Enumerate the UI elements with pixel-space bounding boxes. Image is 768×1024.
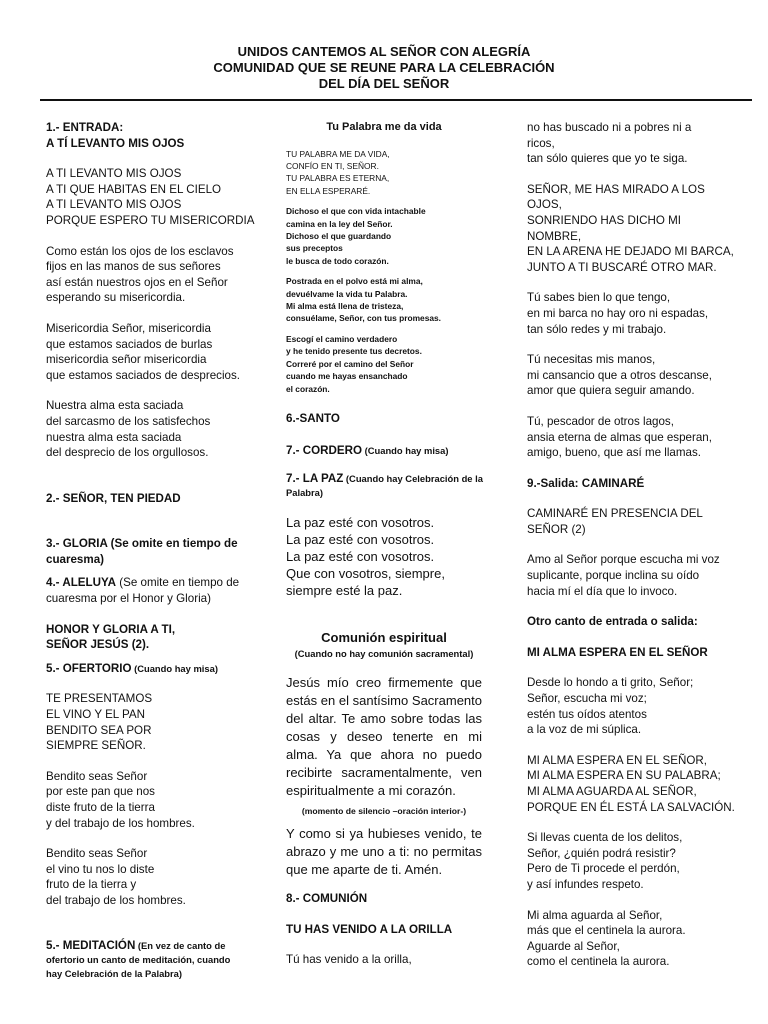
orilla-verse-4: Tú, pescador de otros lagos, ansia eterna de almas que esperan, amigo, bueno, que así me llamas.	[527, 414, 712, 460]
orilla-verse-2: Tú sabes bien lo que tengo, en mi barca no hay oro ni espadas, tan sólo redes y mi trabajo.	[527, 291, 709, 336]
alma-espera-title: MI ALMA ESPERA EN EL SEÑOR	[527, 645, 708, 659]
ofertorio-verse-2: Bendito seas Señor el vino tu nos lo diste fruto de la tierra y del trabajo de los hombres.	[46, 847, 186, 907]
ofertorio-heading: 5.- OFERTORIO (Cuando hay misa)	[46, 661, 218, 675]
salida-heading: 9.-Salida: CAMINARÉ	[527, 476, 645, 490]
header-divider	[40, 99, 752, 101]
honor-line1: HONOR Y GLORIA A TI,	[46, 622, 176, 636]
meditacion-heading: 5.- MEDITACIÓN (En vez de canto de ofertorio un canto de meditación, cuando hay Celebración de la Palabra)	[46, 938, 231, 979]
aleluya-heading: 4.- ALELUYA (Se omite en tiempo de	[46, 576, 240, 590]
orilla-first-line: Tú has venido a la orilla,	[286, 953, 412, 967]
comunion-prayer-1: Jesús mío creo firmemente que estás en el santísimo Sacramento del altar. Te amo sobre todas las cosas y deseo tenerte en mi alma. Ya que ahora no puedo recibirte sacramentalmente, ven espiritualmente a mi corazón.	[286, 674, 482, 798]
column-3	[527, 120, 735, 970]
header-title-line3: DEL DÍA DEL SEÑOR	[318, 76, 450, 91]
comunion-heading: 8.- COMUNIÓN	[286, 892, 368, 906]
comunion-espiritual-title: Comunión espiritual	[321, 630, 447, 646]
entrada-verse-3: Nuestra alma esta saciada del sarcasmo de los satisfechos nuestra alma esta saciada del desprecio de los orgullosos.	[46, 399, 211, 460]
paz-lines: La paz esté con vosotros. La paz esté con vosotros. La paz esté con vosotros. Que con vosotros, siempre, siempre esté la paz.	[286, 515, 445, 599]
alma-verse-2: Si llevas cuenta de los delitos, Señor, ¿quién podrá resistir? Pero de Ti procede el perdón, y así infundes respeto.	[527, 831, 683, 891]
santo-heading: 6.-SANTO	[286, 411, 340, 425]
orilla-verse-continued: no has buscado ni a pobres ni a ricos, tan sólo quieres que yo te siga.	[527, 121, 692, 166]
alma-verse-3: Mi alma aguarda al Señor, más que el centinela la aurora. Aguarde al Señor, como el centinela la aurora.	[527, 908, 686, 969]
palabra-title: Tu Palabra me da vida	[326, 121, 442, 133]
alma-chorus: MI ALMA ESPERA EN EL SEÑOR, MI ALMA ESPERA EN SU PALABRA; MI ALMA AGUARDA AL SEÑOR, PORQUE EN ÉL ESTÁ LA SALVACIÓN.	[527, 753, 735, 814]
entrada-song-title: A TÍ LEVANTO MIS OJOS	[46, 136, 185, 150]
header-title-line1: UNIDOS CANTEMOS AL SEÑOR CON ALEGRÍA	[237, 44, 531, 59]
entrada-verse-1: Como están los ojos de los esclavos fijos en las manos de sus señores así están nuestros ojos en el Señor esperando su misericordia.	[46, 244, 234, 305]
honor-line2: SEÑOR JESÚS (2).	[46, 638, 150, 652]
caminare-chorus: CAMINARÉ EN PRESENCIA DEL SEÑOR (2)	[527, 507, 703, 536]
silencio-note: (momento de silencio –oración interior-)	[301, 805, 467, 816]
caminare-verse: Amo al Señor porque escucha mi voz suplicante, porque inclina su oído hacia mí el día que lo invoco.	[527, 553, 720, 598]
entrada-chorus: A TI LEVANTO MIS OJOS A TI QUE HABITAS EN EL CIELO A TI LEVANTO MIS OJOS PORQUE ESPERO TU MISERICORDIA	[46, 167, 255, 227]
ofertorio-chorus: TE PRESENTAMOS EL VINO Y EL PAN BENDITO SEA POR SIEMPRE SEÑOR.	[46, 692, 153, 753]
orilla-chorus: SEÑOR, ME HAS MIRADO A LOS OJOS, SONRIENDO HAS DICHO MI NOMBRE, EN LA ARENA HE DEJADO MI BARCA, JUNTO A TI BUSCARÉ OTRO MAR.	[527, 182, 734, 274]
gloria-heading-line1: 3.- GLORIA (Se omite en tiempo de	[46, 537, 238, 551]
entrada-heading: 1.- ENTRADA:	[46, 121, 124, 134]
orilla-title: TU HAS VENIDO A LA ORILLA	[286, 922, 453, 936]
column-1	[46, 120, 258, 981]
ofertorio-verse-1: Bendito seas Señor por este pan que nos diste fruto de la tierra y del trabajo de los hombres.	[46, 769, 195, 830]
senor-heading: 2.- SEÑOR, TEN PIEDAD	[46, 491, 181, 505]
cordero-heading: 7.- CORDERO (Cuando hay misa)	[286, 443, 449, 457]
alma-verse-1: Desde lo hondo a ti grito, Señor; Señor, escucha mi voz; estén tus oídos atentos a la voz de mi súplica.	[527, 676, 694, 737]
gloria-heading-line2: cuaresma)	[46, 552, 105, 566]
palabra-verse-3: Escogí el camino verdadero y he tenido presente tus decretos. Correré por el camino del Señor cuando me hayas ensanchado el corazón.	[286, 333, 422, 394]
aleluya-note: cuaresma por el Honor y Gloria)	[46, 592, 211, 606]
entrada-verse-2: Misericordia Señor, misericordia que estamos saciados de burlas misericordia señor misericordia que estamos saciados de desprecios.	[46, 321, 240, 382]
orilla-verse-3: Tú necesitas mis manos, mi cansancio que a otros descanse, amor que quiera seguir amando.	[527, 353, 712, 398]
comunion-prayer-2: Y como si ya hubieses venido, te abrazo y me uno a ti: no permitas que me aparte de ti. Amén.	[286, 826, 482, 878]
paz-heading: 7.- LA PAZ (Cuando hay Celebración de la Palabra)	[286, 472, 483, 499]
palabra-verse-2: Postrada en el polvo está mi alma, devuélvame la vida tu Palabra. Mi alma está llena de tristeza, consuélame, Señor, con tus promesas.	[286, 276, 441, 324]
header-title-line2: COMUNIDAD QUE SE REUNE PARA LA CELEBRACIÓN	[213, 60, 555, 75]
comunion-espiritual-subtitle: (Cuando no hay comunión sacramental)	[294, 648, 474, 660]
otro-canto-heading: Otro canto de entrada o salida:	[527, 615, 698, 629]
column-2	[286, 120, 482, 968]
palabra-chorus: TU PALABRA ME DA VIDA, CONFÍO EN TI, SEÑOR. TU PALABRA ES ETERNA, EN ELLA ESPERARÉ.	[286, 148, 390, 196]
document-header	[0, 44, 768, 92]
palabra-verse-1: Dichoso el que con vida intachable camina en la ley del Señor. Dichoso el que guardando sus preceptos le busca de todo corazón.	[286, 206, 426, 266]
